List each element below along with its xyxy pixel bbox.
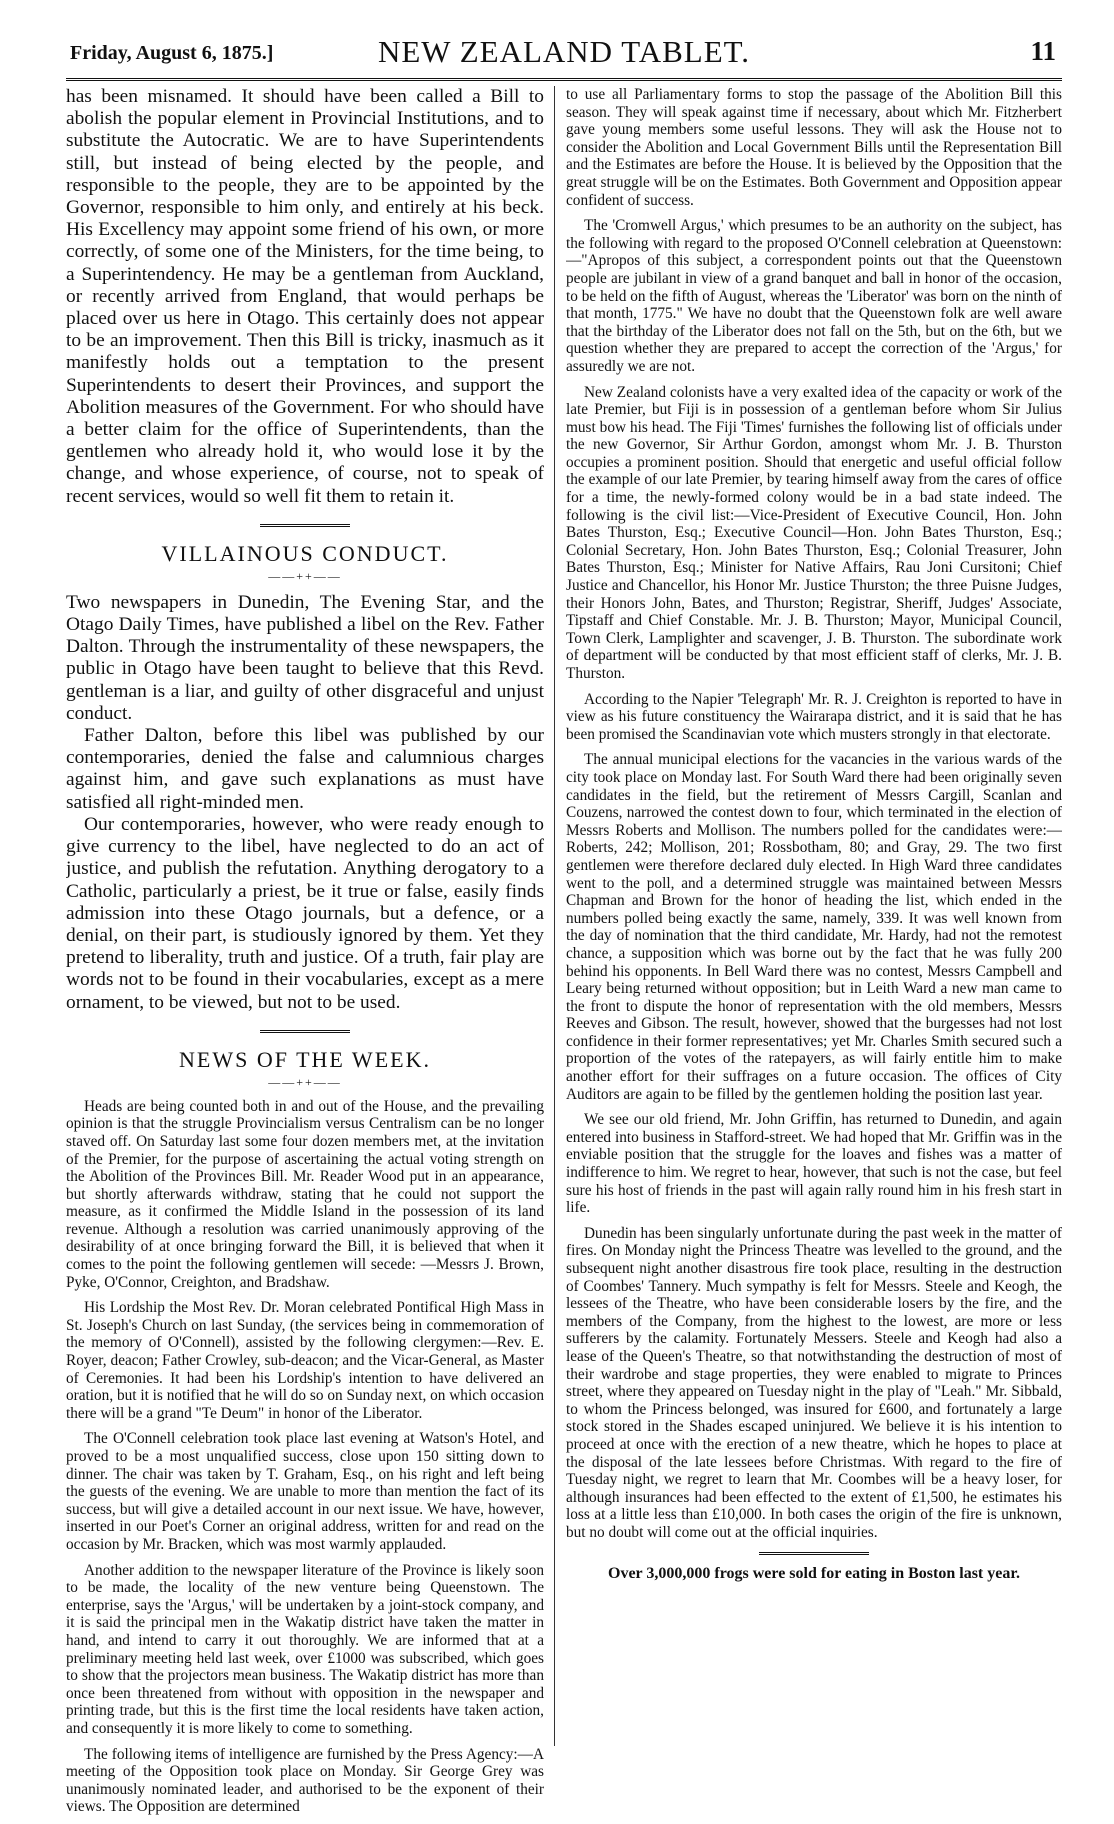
column-divider xyxy=(554,86,555,1746)
villainous-paragraph: Father Dalton, before this libel was published by our contemporaries, denied the false and calumnious charges against him, and gave such explanations as must have satisfied all right-minded men. xyxy=(66,725,544,813)
bill-article-continuation: has been misnamed. It should have been called a Bill to abolish the popular element in Provincial Institutions, and to substitute the Autocratic. We are to have Superintendents still, but instead of being elected by the people, and responsible to the people, they are to be appointed by the Governor, responsible to him only, and entirely at his beck. His Excellency may appoint some friend of his own, or more correctly, of some one of the Ministers, for the time being, to a Superintendency. He may be a gentleman from Auckland, or recently arrived from England, that would perhaps be placed over us here in Otago. This certainly does not appear to be an improvement. Then this Bill is tricky, inasmuch as it manifestly holds out a temptation to the present Superintendents to desert their Provinces, and support the Abolition measures of the Government. For who should have a better claim for the office of Superintendents, than the gentlemen who already hold it, who would lose it by the change, and whose experience, of course, not to speak of recent services, would so well fit them to retain it. xyxy=(66,86,544,507)
heading-ornament: ——++—— xyxy=(268,1074,342,1089)
section-rule xyxy=(260,1030,350,1033)
villainous-paragraph: Two newspapers in Dunedin, The Evening Star, and the Otago Daily Times, have published a libel on the Rev. Father Dalton. Through the instrumentality of these newspapers, the public in Otago have been taught to believe that this Revd. gentleman is a liar, and guilty of other disgraceful and unjust conduct. xyxy=(66,591,544,724)
issue-date: Friday, August 6, 1875.] xyxy=(70,42,274,64)
heading-ornament: ——++—— xyxy=(268,568,342,583)
masthead xyxy=(66,30,1062,81)
news-item: New Zealand colonists have a very exalted idea of the capacity or work of the late Premier, but Fiji is in possession of a gentleman before whom Sir Julius must bow his head. The Fiji 'Times' furnishes the following list of officials under the new Governor, Sir Arthur Gordon, amongst whom Mr. J. B. Thurston occupies a prominent position. Should that energetic and useful official follow the example of our late Premier, by tearing himself away from the cares of office for a time, the newly-formed colony would be in a bad state indeed. The following is the civil list:—Vice-President of Executive Council, Hon. John Bates Thurston, Esq.; Executive Council—Hon. John Bates Thurston, Esq.; Colonial Secretary, Hon. John Bates Thurston, Esq.; Colonial Treasurer, John Bates Thurston, Esq.; Minister for Native Affairs, Rau Joni Cursitoni; Chief Justice and Chancellor, his Honor Mr. Justice Thurston; the three Puisne Judges, their Honors John, Bates, and Thurston; Registrar, Sheriff, Judges' Associate, Tipstaff and Chief Constable. Mr. J. B. Thurston; Mayor, Municipal Council, Town Clerk, Lamplighter and scavenger, J. B. Thurston. The subordinate work of department will be conducted by that most efficient staff of clerks, Mr. J. B. Thurston. xyxy=(566,383,1062,682)
news-item: Heads are being counted both in and out of the House, and the prevailing opinion is that the struggle Provincialism versus Centralism can be no longer staved off. On Saturday last some four dozen members met, at the invitation of the Premier, for the purpose of ascertaining the actual voting strength on the Abolition of the Provinces Bill. Mr. Reader Wood put in an appearance, but shortly afterwards withdraw, stating that he could not support the measure, as it confirmed the Middle Island in the possession of its land revenue. Although a resolution was carried unanimously approving of the desirability of at once bringing forward the Bill, it is believed that when it comes to the point the following gentlemen will secede: —Messrs J. Brown, Pyke, O'Connor, Creighton, and Bradshaw. xyxy=(66,1097,544,1291)
closing-note: Over 3,000,000 frogs were sold for eating in Boston last year. xyxy=(608,1564,1020,1582)
news-item: We see our old friend, Mr. John Griffin, has returned to Dunedin, and again entered into business in Stafford-street. We had hoped that Mr. Griffin was in the enviable position that the struggle for the loaves and fishes was a matter of indifference to him. We regret to hear, however, that such is not the case, but feel sure his host of friends in the past will again rally round him in his fresh start in life. xyxy=(566,1111,1062,1217)
left-column xyxy=(66,86,544,1824)
news-item: The 'Cromwell Argus,' which presumes to be an authority on the subject, has the following with regard to the proposed O'Connell celebration at Queenstown:—"Apropos of this subject, a correspondent points out that the Queenstown people are jubilant in view of a grand banquet and ball in honor of the occasion, to be held on the fifth of August, whereas the 'Liberator' was born on the ninth of that month, 1775." We have no doubt that the Queenstown folk are well aware that the birthday of the Liberator does not fall on the 5th, but on the 6th, but we question whether they are prepared to accept the correction of the 'Argus,' for assuredly we are not. xyxy=(566,217,1062,375)
section-heading-news-of-the-week: NEWS OF THE WEEK. xyxy=(179,1046,431,1072)
news-item: The following items of intelligence are furnished by the Press Agency:—A meeting of the Opposition took place on Monday. Sir George Grey was unanimously nominated leader, and authorised to be the exponent of their views. The Opposition are determined xyxy=(66,1745,544,1816)
page-number: 11 xyxy=(1030,36,1056,66)
right-column xyxy=(566,86,1062,1583)
news-item: The annual municipal elections for the vacancies in the various wards of the city took place on Monday last. For South Ward there had been originally seven candidates in the field, but the retirement of Messrs Cargill, Scanlan and Couzens, narrowed the contest down to four, which terminated in the election of Messrs Roberts and Mollison. The numbers polled for the candidates were:—Roberts, 242; Mollison, 201; Rossbotham, 80; and Gray, 29. The two first gentlemen were therefore declared duly elected. In High Ward three candidates went to the poll, and a determined struggle was maintained between Messrs Chapman and Brown for the honor of heading the list, which ended in the numbers polled being exactly the same, namely, 339. It was well known from the day of nomination that the third candidate, Mr. Hardy, had not the remotest chance, a supposition which was borne out by the fact that he was fully 200 behind his opponents. In Bell Ward there was no contest, Messrs Campbell and Leary being returned without opposition; but in Leith Ward a new man came to the front to dispute the honor of representation with the old members, Messrs Reeves and Gibson. The result, however, showed that the burgesses had not lost confidence in their former representatives; yet Mr. Charles Smith secured such a proportion of the votes of the ratepayers, as will fairly entitle him to make another effort for their suffrages on a future occasion. The offices of City Auditors are again to be filled by the gentlemen holding the position last year. xyxy=(566,751,1062,1103)
villainous-paragraph: Our contemporaries, however, who were ready enough to give currency to the libel, have neglected to do an act of justice, and publish the refutation. Anything derogatory to a Catholic, particularly a priest, be it true or false, easily finds admission into these Otago journals, but a defence, or a denial, on their part, is studiously ignored by them. Yet they pretend to liberality, truth and justice. Of a truth, fair play are words not to be found in their vocabularies, except as a mere ornament, to be viewed, but not to be used. xyxy=(66,813,544,1013)
closing-rule xyxy=(759,1552,869,1555)
section-rule xyxy=(260,524,350,527)
news-item: Dunedin has been singularly unfortunate during the past week in the matter of fires. On Monday night the Princess Theatre was levelled to the ground, and the subsequent night another disastrous fire took place, resulting in the destruction of Coombes' Tannery. Much sympathy is felt for Messrs. Steele and Keogh, the lessees of the Theatre, who have been considerable losers by the fire, and the members of the Company, from the highest to the lowest, are more or less sufferers by the calamity. Fortunately Messers. Steele and Keogh had also a lease of the Queen's Theatre, so that notwithstanding the destruction of most of their wardrobe and stage properties, they were enabled to migrate to Princes street, where they appeared on Tuesday night in the play of "Leah." Mr. Sibbald, to whom the Princess belonged, was insured for £600, and fortunately a large stock stored in the Shades escaped uninjured. We believe it is his intention to proceed at once with the erection of a new theatre, which he hopes to place at the disposal of the late lessees before Christmas. With regard to the fire of Tuesday night, we regret to learn that Mr. Coombes will be a heavy loser, for although insurances had been effected to the extent of £1,500, he estimates his loss at a little less than £10,000. In both cases the origin of the fire is unknown, but no doubt will come out at the official inquiries. xyxy=(566,1224,1062,1541)
news-item: His Lordship the Most Rev. Dr. Moran celebrated Pontifical High Mass in St. Joseph's Church on last Sunday, (the services being in commemoration of the memory of O'Connell), assisted by the following clergymen:—Rev. E. Royer, deacon; Father Crowley, sub-deacon; and the Vicar-General, as Master of Ceremonies. It had been his Lordship's intention to have delivered an oration, but it is notified that he will do so on Sunday next, on which occasion there will be a grand "Te Deum" in honor of the Liberator. xyxy=(66,1299,544,1422)
news-item: Another addition to the newspaper literature of the Province is likely soon to be made, the locality of the new venture being Queenstown. The enterprise, says the 'Argus,' will be undertaken by a joint-stock company, and it is said the principal men in the Wakatip district have taken the matter in hand, and intend to carry it out thoroughly. We are informed that at a preliminary meeting held last week, over £1000 was subscribed, which goes to show that the projectors mean business. The Wakatip district has more than once been threatened from without with opposition in the newspaper and printing trade, but this is the first time the local residents have taken action, and consequently it is more likely to come to something. xyxy=(66,1561,544,1737)
newspaper-title: NEW ZEALAND TABLET. xyxy=(377,34,751,69)
news-item: The O'Connell celebration took place last evening at Watson's Hotel, and proved to be a most unqualified success, close upon 150 sitting down to dinner. The chair was taken by T. Graham, Esq., on his right and left being the guests of the evening. We are unable to more than mention the fact of its success, but will give a detailed account in our next issue. We have, however, inserted in our Poet's Corner an original address, written for and read on the occasion by Mr. Bracken, which was most warmly applauded. xyxy=(66,1430,544,1553)
news-item: to use all Parliamentary forms to stop the passage of the Abolition Bill this season. They will speak against time if necessary, about which Mr. Fitzherbert gave young members some useful lessons. They will ask the House not to consider the Abolition and Local Government Bills until the Representation Bill and the Estimates are before the House. It is believed by the Opposition that the great struggle will be on the Estimates. Both Government and Opposition appear confident of success. xyxy=(566,86,1062,209)
section-heading-villainous-conduct: VILLAINOUS CONDUCT. xyxy=(161,540,449,566)
news-item: According to the Napier 'Telegraph' Mr. R. J. Creighton is reported to have in view as his future constituency the Wairarapa district, and it is said that he has been promised the Scandinavian vote which musters strongly in that electorate. xyxy=(566,690,1062,743)
